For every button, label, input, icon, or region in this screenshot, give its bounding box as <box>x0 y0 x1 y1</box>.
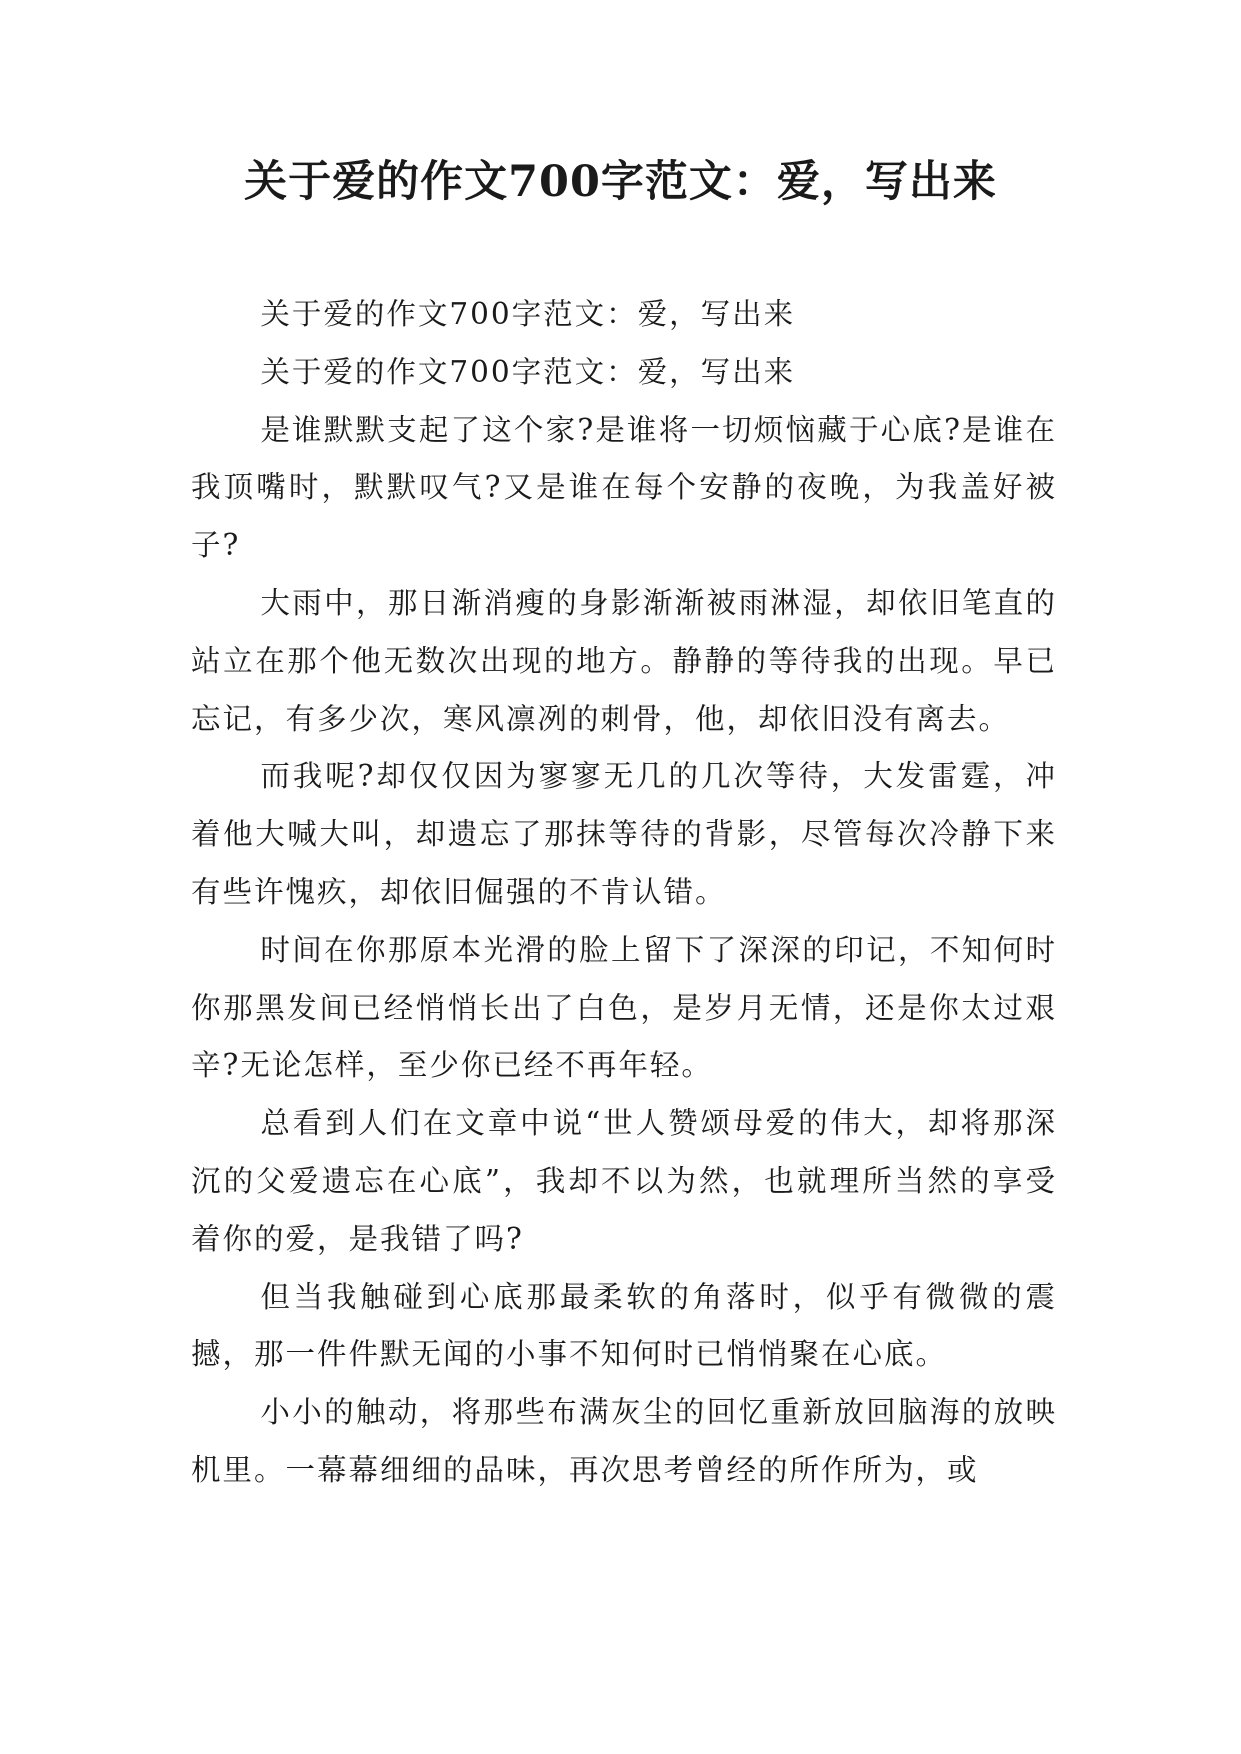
paragraph: 总看到人们在文章中说“世人赞颂母爱的伟大，却将那深沉的父爱遗忘在心底”，我却不以为然，也就理所当然的享受着你的爱，是我错了吗? <box>191 1106 1057 1256</box>
paragraph: 小小的触动，将那些布满灰尘的回忆重新放回脑海的放映机里。一幕幕细细的品味，再次思考曾经的所作所为，或 <box>191 1395 1057 1487</box>
paragraph: 关于爱的作文700字范文：爱，写出来 <box>260 297 796 331</box>
paragraph: 但当我触碰到心底那最柔软的角落时，似乎有微微的震撼，那一件件默无闻的小事不知何时已悄悄聚在心底。 <box>191 1279 1057 1372</box>
paragraph: 时间在你那原本光滑的脸上留下了深深的印记，不知何时你那黑发间已经悄悄长出了白色，是岁月无情，还是你太过艰辛?无论怎样，至少你已经不再年轻。 <box>191 932 1057 1083</box>
paragraph: 大雨中，那日渐消瘦的身影渐渐被雨淋湿，却依旧笔直的站立在那个他无数次出现的地方。静静的等待我的出现。早已忘记，有多少次，寒风凛冽的刺骨，他，却依旧没有离去。 <box>191 585 1057 736</box>
document-title: 关于爱的作文700字范文：爱，写出来 <box>244 157 997 207</box>
paragraph: 关于爱的作文700字范文：爱，写出来 <box>260 354 796 389</box>
paragraph: 而我呢?却仅仅因为寥寥无几的几次等待，大发雷霆，冲着他大喊大叫，却遗忘了那抹等待的背影，尽管每次冷静下来有些许愧疚，却依旧倔强的不肯认错。 <box>191 759 1057 909</box>
paragraph: 是谁默默支起了这个家?是谁将一切烦恼藏于心底?是谁在我顶嘴时，默默叹气?又是谁在每个安静的夜晚，为我盖好被子? <box>191 412 1057 563</box>
document-body <box>191 286 1057 1500</box>
